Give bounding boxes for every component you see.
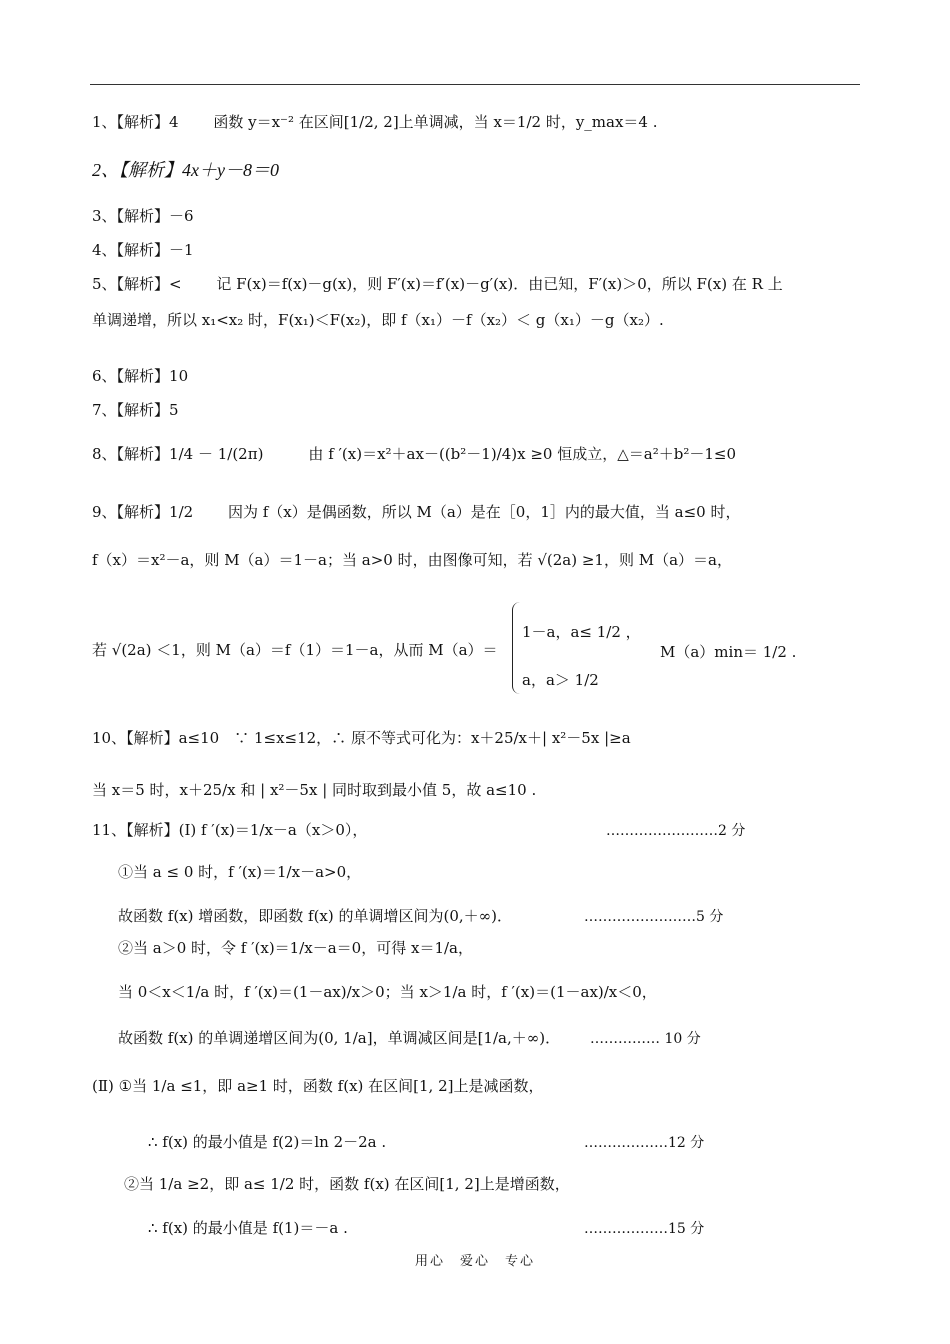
piecewise-case-1: 1－a，a≤ 1/2 ， <box>522 623 641 641</box>
piecewise-case-2: a，a＞ 1/2 <box>522 671 599 689</box>
answer-5-line1: 5、【解析】< 记 F(x)＝f(x)－g(x)，则 F′(x)＝f′(x)－g′(x)．由已知，F′(x)＞0，所以 F(x) 在 R 上 <box>92 275 783 293</box>
answer-11-line1: 11、【解析】(Ⅰ) f ′(x)＝1/x－a（x＞0）， <box>92 821 368 839</box>
answer-11-line6: 故函数 f(x) 的单调递增区间为(0, 1/a]，单调减区间是[1/a,＋∞)． <box>118 1029 561 1047</box>
answer-6: 6、【解析】10 <box>92 367 189 385</box>
answer-11-line3: 故函数 f(x) 增函数，即函数 f(x) 的单调增区间为(0,＋∞)． <box>118 907 513 925</box>
answer-10-line2: 当 x＝5 时，x＋25/x 和 | x²－5x | 同时取到最小值 5，故 a≤10 . <box>92 781 537 799</box>
answer-8: 8、【解析】1/4 － 1/(2π) 由 f ′(x)＝x²＋ax－((b²－1)/4)x ≥0 恒成立，△＝a²＋b²－1≤0 <box>92 445 736 463</box>
header-rule <box>90 84 860 85</box>
answer-11-part2-line3: ②当 1/a ≥2，即 a≤ 1/2 时，函数 f(x) 在区间[1, 2]上是增函数， <box>124 1175 570 1193</box>
answer-4: 4、【解析】－1 <box>92 241 194 259</box>
answer-9-line1: 9、【解析】1/2 因为 f（x）是偶函数，所以 M（a）是在［0，1］内的最大值，当 a≤0 时， <box>92 503 741 521</box>
answer-9-line3: 若 √(2a) ＜1，则 M（a）＝f（1）＝1－a，从而 M（a）＝ <box>92 641 498 659</box>
score-15: ………………15 分 <box>584 1221 705 1237</box>
answer-11-line5: 当 0＜x＜1/a 时，f ′(x)＝(1－ax)/x＞0；当 x＞1/a 时，f ′(x)＝(1－ax)/x＜0， <box>118 983 657 1001</box>
answer-5-line2: 单调递增，所以 x₁<x₂ 时，F(x₁)＜F(x₂)，即 f（x₁）－f（x₂）＜ g（x₁）－g（x₂）. <box>92 311 664 329</box>
score-12: ………………12 分 <box>584 1135 705 1151</box>
answer-9-line2: f（x）＝x²－a，则 M（a）＝1－a；当 a>0 时，由图像可知，若 √(2a) ≥1，则 M（a）＝a， <box>92 551 732 569</box>
answer-11-part2-line4: ∴ f(x) 的最小值是 f(1)＝－a . <box>148 1219 348 1237</box>
answer-10-line1: 10、【解析】a≤10 ∵ 1≤x≤12，∴ 原不等式可化为：x＋25/x＋| x²－5x |≥a <box>92 729 631 747</box>
answer-7: 7、【解析】5 <box>92 401 179 419</box>
answer-11-line2: ①当 a ≤ 0 时，f ′(x)＝1/x－a>0， <box>118 863 362 881</box>
answer-1: 1、【解析】4 函数 y＝x⁻² 在区间[1/2, 2]上单调减，当 x＝1/2 时，y_max＝4 . <box>92 113 658 131</box>
answer-3: 3、【解析】－6 <box>92 207 194 225</box>
score-10: …………… 10 分 <box>590 1031 701 1047</box>
answer-2: 2、【解析】4x＋y－8＝0 <box>92 160 279 180</box>
page-footer: 用心 爱心 专心 <box>414 1254 535 1269</box>
answer-11-part2-line1: (Ⅱ) ①当 1/a ≤1，即 a≥1 时，函数 f(x) 在区间[1, 2]上是减函数， <box>92 1077 544 1095</box>
answer-11-line4: ②当 a＞0 时，令 f ′(x)＝1/x－a＝0，可得 x＝1/a， <box>118 939 473 957</box>
score-5: ……………………5 分 <box>584 909 724 925</box>
score-2: ……………………2 分 <box>606 823 746 839</box>
answer-9-min: M（a）min＝ 1/2 . <box>660 643 797 661</box>
answer-11-part2-line2: ∴ f(x) 的最小值是 f(2)＝ln 2－2a . <box>148 1133 387 1151</box>
